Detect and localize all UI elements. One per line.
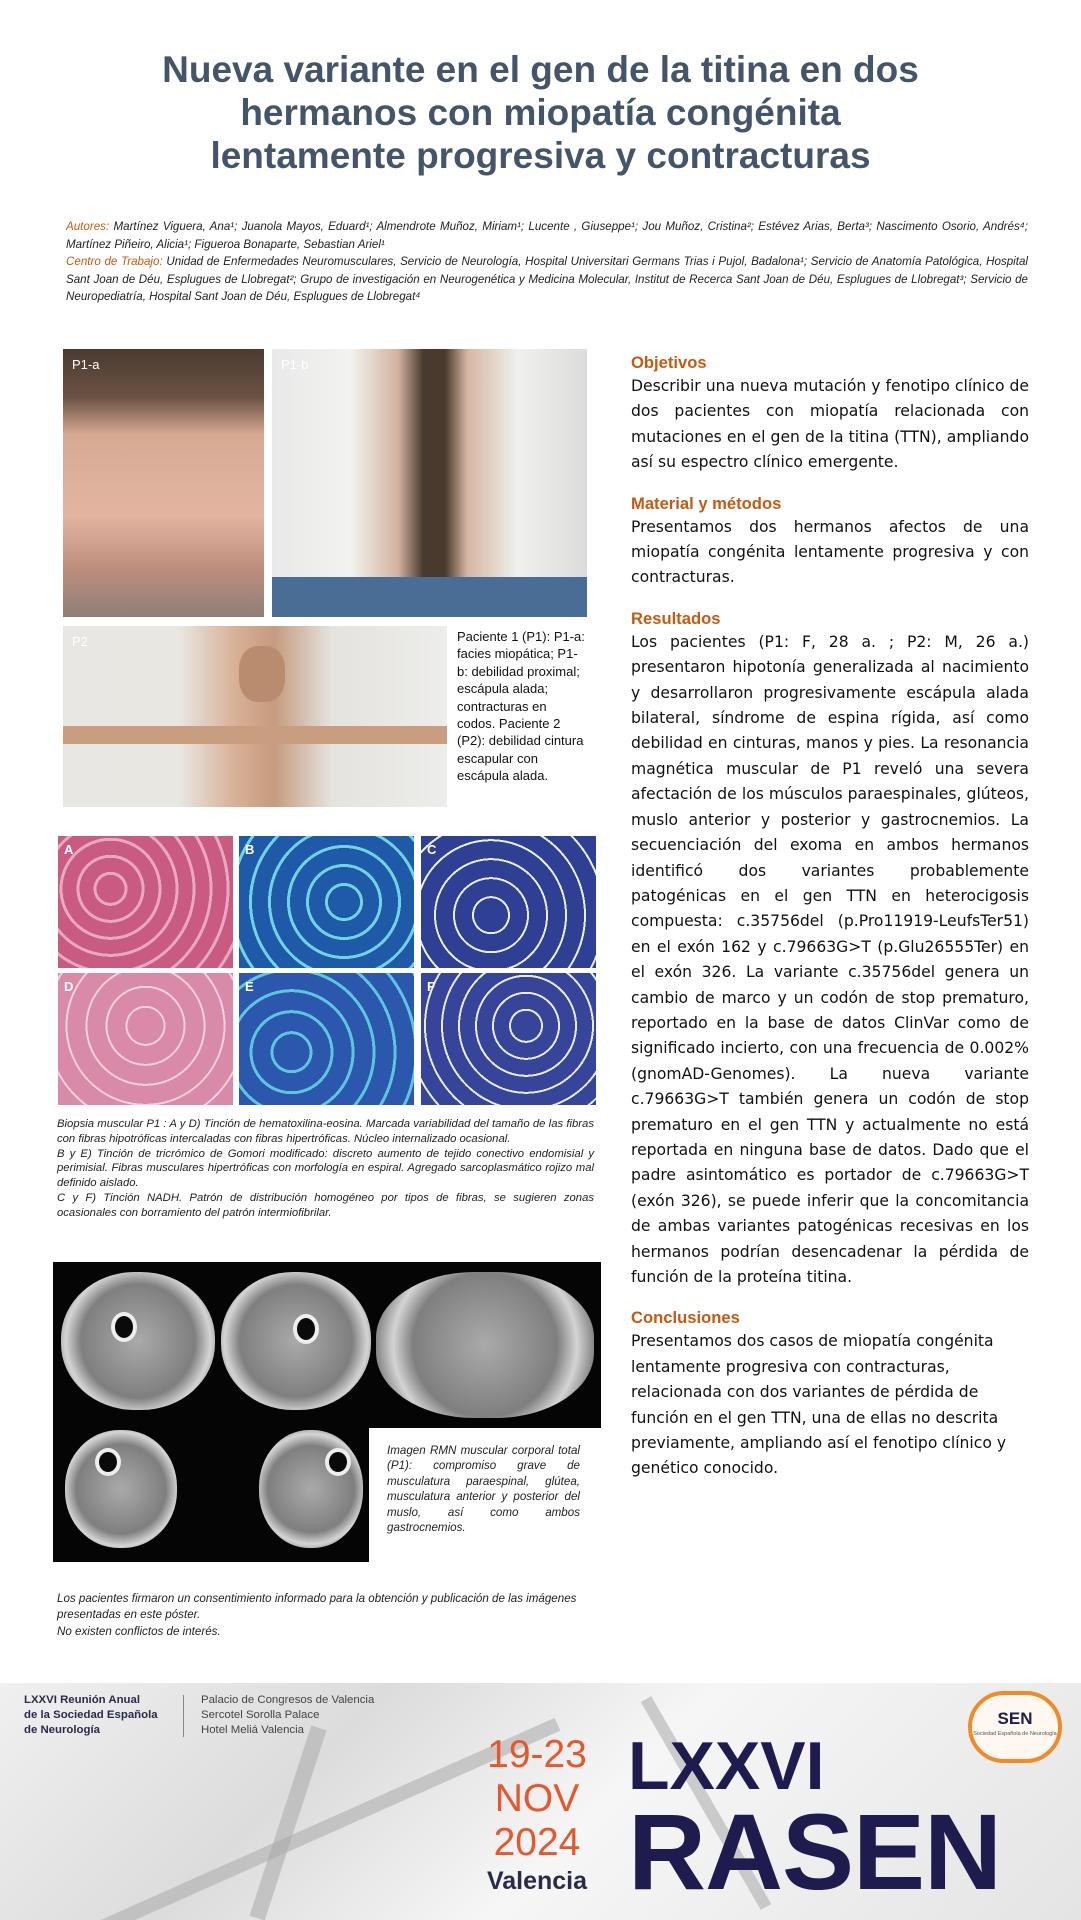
photo-p1a-face — [63, 349, 264, 617]
venue-line-2: Sercotel Sorolla Palace — [201, 1709, 320, 1721]
congress-city: Valencia — [486, 1867, 588, 1895]
mri-tibia-left — [95, 1448, 121, 1476]
rasen-brand: RASEN — [628, 1791, 1002, 1912]
photo-background-floor — [272, 577, 587, 617]
conclusiones-body: Presentamos dos casos de miopatía congénita lentamente progresiva con contracturas, relacionada con dos variantes de pérdida de función en el gen TTN, una de ellas no descrita previamente, ampliando así el fenotipo clínico y genético conocido. — [631, 1332, 1007, 1478]
mri-calf-left — [65, 1430, 177, 1548]
material-body: Presentamos dos hermanos afectos de una miopatía congénita lentamente progresiva y con contracturas. — [631, 517, 1029, 587]
sen-logo-subtitle: Sociedad Española de Neurología — [973, 1731, 1057, 1737]
photos-caption: Paciente 1 (P1): P1-a: facies miopática; P1-b: debilidad proximal; escápula alada; contracturas en codos. Paciente 2 (P2): debilidad cintura escapular con escápula alada. — [457, 629, 585, 784]
work-center-label: Centro de Trabajo: — [66, 255, 163, 269]
authors-label: Autores: — [66, 220, 110, 233]
mri-femur-left — [111, 1312, 137, 1342]
congress-name — [24, 1693, 184, 1738]
venue-line-3: Hotel Meliá Valencia — [201, 1724, 304, 1736]
histology-label-c: C — [427, 842, 437, 857]
histology-panel-b — [239, 836, 414, 968]
objetivos-heading: Objetivos — [631, 353, 707, 372]
footer-banner — [0, 1683, 1081, 1920]
dates-month: NOV — [494, 1777, 580, 1820]
sen-logo — [968, 1691, 1062, 1763]
sen-logo-text: SEN — [997, 1709, 1033, 1728]
resultados-body: Los pacientes (P1: F, 28 a. ; P2: M, 26 a.) presentaron hipotonía generalizada al nacimiento y desarrollaron progresivamente escápula alada bilateral, síndrome de espina rígida, así como debilidad en cinturas, manos y pies. La resonancia magnética muscular de P1 reveló una severa afectación de los músculos paraespinales, glúteos, muslo anterior y posterior y gastrocnemios. La secuenciación del exoma en ambos hermanos identificó dos variantes probablemente patogénicas en el gen TTN en heterocigosis compuesta: c.35756del (p.Pro11919-LeufsTer51) en el exón 162 y c.79663G>T (p.Glu26555Ter) en el exón 326. La variante c.35756del genera un cambio de marco y un codón de stop prematuro, reportado en la base de datos ClinVar como de significado incierto, con una frecuencia de 0.002% (gnomAD-Genomes). La nueva variante c.79663G>T también genera un codón de stop prematuro en el gen TTN y actualmente no está reportada en ninguna base de datos. Dado que el padre asintomático es portador de c.79663G>T (exón 326), se puede inferir que la concomitancia de ambas variantes patogénicas recesivas en los hermanos podrían desencadenar la pérdida de función de la proteína titina. — [631, 632, 1029, 1286]
objetivos-body: Describir una nueva mutación y fenotipo clínico de dos pacientes con miopatía relacionada con mutaciones en el gen de la titina (TTN), ampliando así su espectro clínico emergente. — [631, 377, 1029, 472]
congress-venues — [201, 1693, 421, 1738]
photo-p2-patient — [63, 626, 447, 807]
conflicts-line: No existen conflictos de interés. — [57, 1624, 221, 1638]
title-line-2: hermanos con miopatía congénita — [240, 92, 841, 133]
footer-divider — [183, 1695, 184, 1737]
histology-label-f: F — [427, 979, 435, 994]
histology-caption-be: B y E) Tinción de tricrómico de Gomori modificado: discreto aumento de tejido conectivo endomisial y perimisial. Fibras musculares hipertróficas con morfología en espiral. Agregado sarcoplasmático rojizo mal definido aislado. — [57, 1147, 594, 1190]
photo-face-shape — [239, 646, 285, 702]
consent-note — [57, 1591, 602, 1640]
congress-name-line-3: de Neurología — [24, 1724, 100, 1736]
conclusiones-heading: Conclusiones — [631, 1308, 740, 1328]
authors-block — [66, 218, 1028, 306]
photo-arms-shape — [63, 726, 447, 744]
right-column — [631, 352, 1029, 1482]
congress-dates — [473, 1733, 601, 1865]
poster-title — [60, 48, 1021, 177]
authors-list: Martínez Viguera, Ana¹; Juanola Mayos, Eduard¹; Almendrote Muñoz, Miriam¹; Lucente , Giuseppe¹; Jou Muñoz, Cristina²; Estévez Arias, Berta³; Nascimento Osorio, Andrés⁴; Martínez Piñeiro, Alicia¹; Figueroa Bonaparte, Sebastian Ariel¹ — [66, 220, 1028, 251]
mri-pelvis — [376, 1272, 594, 1418]
congress-name-line-2: de la Sociedad Española — [24, 1709, 158, 1721]
histology-label-d: D — [64, 979, 74, 994]
photo-label-p2: P2 — [72, 634, 88, 649]
mri-caption: Imagen RMN muscular corporal total (P1): compromiso grave de musculatura paraespinal, glútea, musculatura anterior y posterior del muslo, así como ambos gastrocnemios. — [387, 1444, 580, 1535]
histology-caption — [57, 1117, 594, 1221]
histology-caption-ad: Biopsia muscular P1 : A y D) Tinción de hematoxilina-eosina. Marcada variabilidad del tamaño de las fibras con fibras hipotróficas intercaladas con fibras hipertróficas. Núcleo internalizado ocasional. — [57, 1118, 594, 1145]
mri-calf-right — [259, 1430, 363, 1548]
congress-name-line-1: LXXVI Reunión Anual — [24, 1694, 141, 1706]
histology-caption-cf: C y F) Tinción NADH. Patrón de distribución homogéneo por tipos de fibras, se sugieren zonas ocasionales con borramiento del patrón intermiofibrilar. — [57, 1191, 594, 1219]
histology-panel-a — [58, 836, 233, 968]
dates-days: 19-23 — [487, 1733, 587, 1776]
material-heading: Material y métodos — [631, 493, 782, 513]
edition-number: LXXVI — [628, 1728, 825, 1804]
photo-p1b-back — [272, 349, 587, 617]
venue-line-1: Palacio de Congresos de Valencia — [201, 1694, 375, 1706]
histology-label-e: E — [245, 979, 254, 994]
title-line-1: Nueva variante en el gen de la titina en dos — [162, 49, 919, 90]
dates-year: 2024 — [493, 1821, 581, 1864]
mri-tibia-right — [325, 1448, 351, 1476]
work-center-list: Unidad de Enfermedades Neuromusculares, Servicio de Neurología, Hospital Universitari Germans Trias i Pujol, Badalona¹; Servicio de Anatomía Patológica, Hospital Sant Joan de Déu, Esplugues de Llobregat²; Grupo de investigación en Neurogenética y Medicina Molecular, Institut de Recerca Sant Joan de Déu, Esplugues de Llobregat³; Servicio de Neuropediatría, Hospital Sant Joan de Déu, Esplugues de Llobregat⁴ — [66, 255, 1028, 304]
photo-label-p1a: P1-a — [72, 357, 100, 372]
photo-label-p1b: P1-b — [281, 357, 309, 372]
title-line-3: lentamente progresiva y contracturas — [210, 135, 871, 176]
neuron-graphic-2 — [249, 1725, 326, 1920]
mri-thigh-right — [221, 1272, 371, 1410]
histology-label-a: A — [64, 842, 74, 857]
histology-panel-d — [58, 973, 233, 1105]
histology-panel-f — [421, 973, 596, 1105]
mri-femur-right — [293, 1314, 319, 1344]
histology-panel-e — [239, 973, 414, 1105]
mri-thigh-left — [61, 1272, 215, 1410]
histology-panel-c — [421, 836, 596, 968]
resultados-heading: Resultados — [631, 608, 721, 628]
histology-label-b: B — [245, 842, 255, 857]
consent-line: Los pacientes firmaron un consentimiento informado para la obtención y publicación de las imágenes presentadas en este póster. — [57, 1592, 577, 1622]
